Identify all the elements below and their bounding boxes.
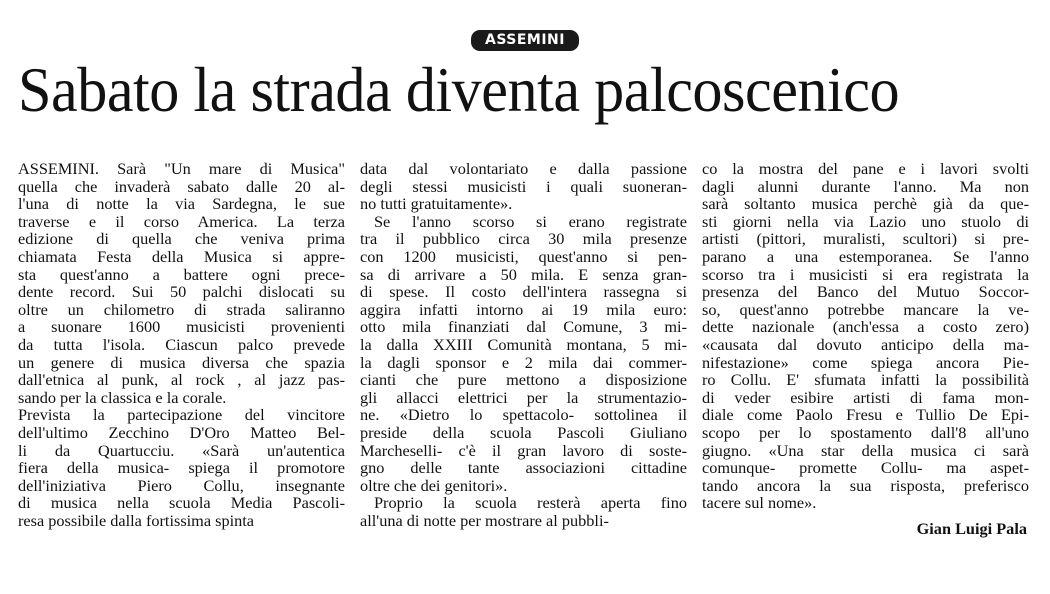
article-line: dente record. Sui 50 palchi dislocati su [18,282,345,302]
section-kicker-wrapper [0,30,1050,51]
article-line: dagli alunni durante l'anno. Ma non [702,176,1029,196]
article-line: sarà soltanto musica perchè già da que- [702,194,1029,214]
article-line: so, quest'anno potrebbe mancare la ve- [702,299,1029,319]
section-kicker: ASSEMINI [471,30,579,51]
article-line: co la mostra del pane e i lavori svolti [702,159,1029,178]
article-line: tando ancora la sua risposta, preferisco [702,475,1029,495]
article-line: Se l'anno scorso si erano registrate [374,211,687,231]
article-line: sti giorni nella via Lazio uno stuolo di [702,211,1029,231]
article-line: all'una di notte per mostrare al pubbli- [360,510,609,530]
article-line: scopo per lo spostamento dall'8 all'uno [702,422,1029,442]
article-line: dette nazionale (anch'essa a costo zero) [702,317,1029,337]
article-line: parano a una estemporanea. Se l'anno [702,246,1029,266]
article-line: nifestazione» come spiega ancora Pie- [702,352,1029,372]
article-line: fiera della musica- spiega il promotore [18,458,345,478]
article-line: comunque- promette Collu- ma aspet- [702,458,1029,478]
article-line: quella che invaderà sabato dalle 20 al- [18,176,345,196]
article-line: a suonare 1600 musicisti provenienti [18,317,345,337]
article-column-2 [360,160,687,529]
article-line: otto mila finanziati dal Comune, 3 mi- [360,317,687,337]
article-line: sa di arrivare a 50 mila. E senza gran- [360,264,687,284]
article-line: ne. «Dietro lo spettacolo- sottolinea il [360,405,687,425]
article-line: la dalla XXIII Comunità montana, 5 mi- [360,334,687,354]
article-body [18,160,1028,560]
article-line: di musica nella scuola Media Pascoli- [18,493,345,513]
article-line: degli stessi musicisti i quali suoneran- [360,176,687,196]
article-line: li da Quartucciu. «Sarà un'autentica [18,440,345,460]
article-line: Proprio la scuola resterà aperta fino [374,493,687,513]
article-line: diale come Paolo Fresu e Tullio De Epi- [702,405,1029,425]
article-line: da tutta l'isola. Ciascun palco prevede [18,334,345,354]
article-line: tra il pubblico circa 30 mila presenze [360,229,687,249]
article-line: ASSEMINI. Sarà "Un mare di Musica" [18,159,345,178]
article-line: sando per la classica e la corale. [18,387,227,407]
article-line: oltre un chilometro di strada saliranno [18,299,345,319]
article-line: no tutti gratuitamente». [360,194,513,214]
article-line: data dal volontariato e dalla passione [360,159,687,178]
article-line: edizione di quella che veniva prima [18,229,345,249]
article-line: tacere sul nome». [702,493,817,513]
article-line: preside della scuola Pascoli Giuliano [360,422,687,442]
article-line: oltre che dei genitori». [360,475,508,495]
article-line: gli allacci elettrici per la strumentazio- [360,387,687,407]
article-column-3 [702,160,1029,537]
article-line: giugno. «Una star della musica ci sarà [702,440,1029,460]
article-line: di spese. Il costo dell'intera rassegna si [360,282,687,302]
article-line: «causata dal dovuto anticipo della ma- [702,334,1029,354]
article-line: ro Collu. E' sfumata infatti la possibilità [702,370,1029,390]
article-line: dell'ultimo Zecchino D'Oro Matteo Bel- [18,422,345,442]
article-line: resa possibile dalla fortissima spinta [18,510,255,530]
article-line: un genere di musica diversa che spazia [18,352,345,372]
article-line: la dagli sponsor e 2 mila dai commer- [360,352,687,372]
article-line: artisti (pittori, muralisti, scultori) si pre- [702,229,1029,249]
article-line: presenza del Banco del Mutuo Soccor- [702,282,1029,302]
article-line: aggira infatti intorno ai 19 mila euro: [360,299,687,319]
article-line: di veder esibire artisti di fama mon- [702,387,1029,407]
article-line: sta quest'anno a battere ogni prece- [18,264,345,284]
article-line: gno delle tante associazioni cittadine [360,458,687,478]
article-column-1 [18,160,345,529]
article-line: l'una di notte la via Sardegna, le sue [18,194,345,214]
article-line: con 1200 musicisti, quest'anno si pen- [360,246,687,266]
article-line: Marcheselli- c'è il gran lavoro di soste- [360,440,687,460]
article-headline: Sabato la strada diventa palcoscenico [18,55,900,125]
article-line: chiamata Festa della Musica si appre- [18,246,345,266]
article-line: traverse e il corso America. La terza [18,211,345,231]
article-byline: Gian Luigi Pala [916,518,1027,538]
article-line: scorso tra i musicisti si era registrata la [702,264,1029,284]
article-line: dell'iniziativa Piero Collu, insegnante [18,475,345,495]
article-line: cianti che pure mettono a disposizione [360,370,687,390]
article-line: Prevista la partecipazione del vincitore [18,405,345,425]
article-line: dall'etnica al punk, al rock , al jazz pas- [18,370,345,390]
